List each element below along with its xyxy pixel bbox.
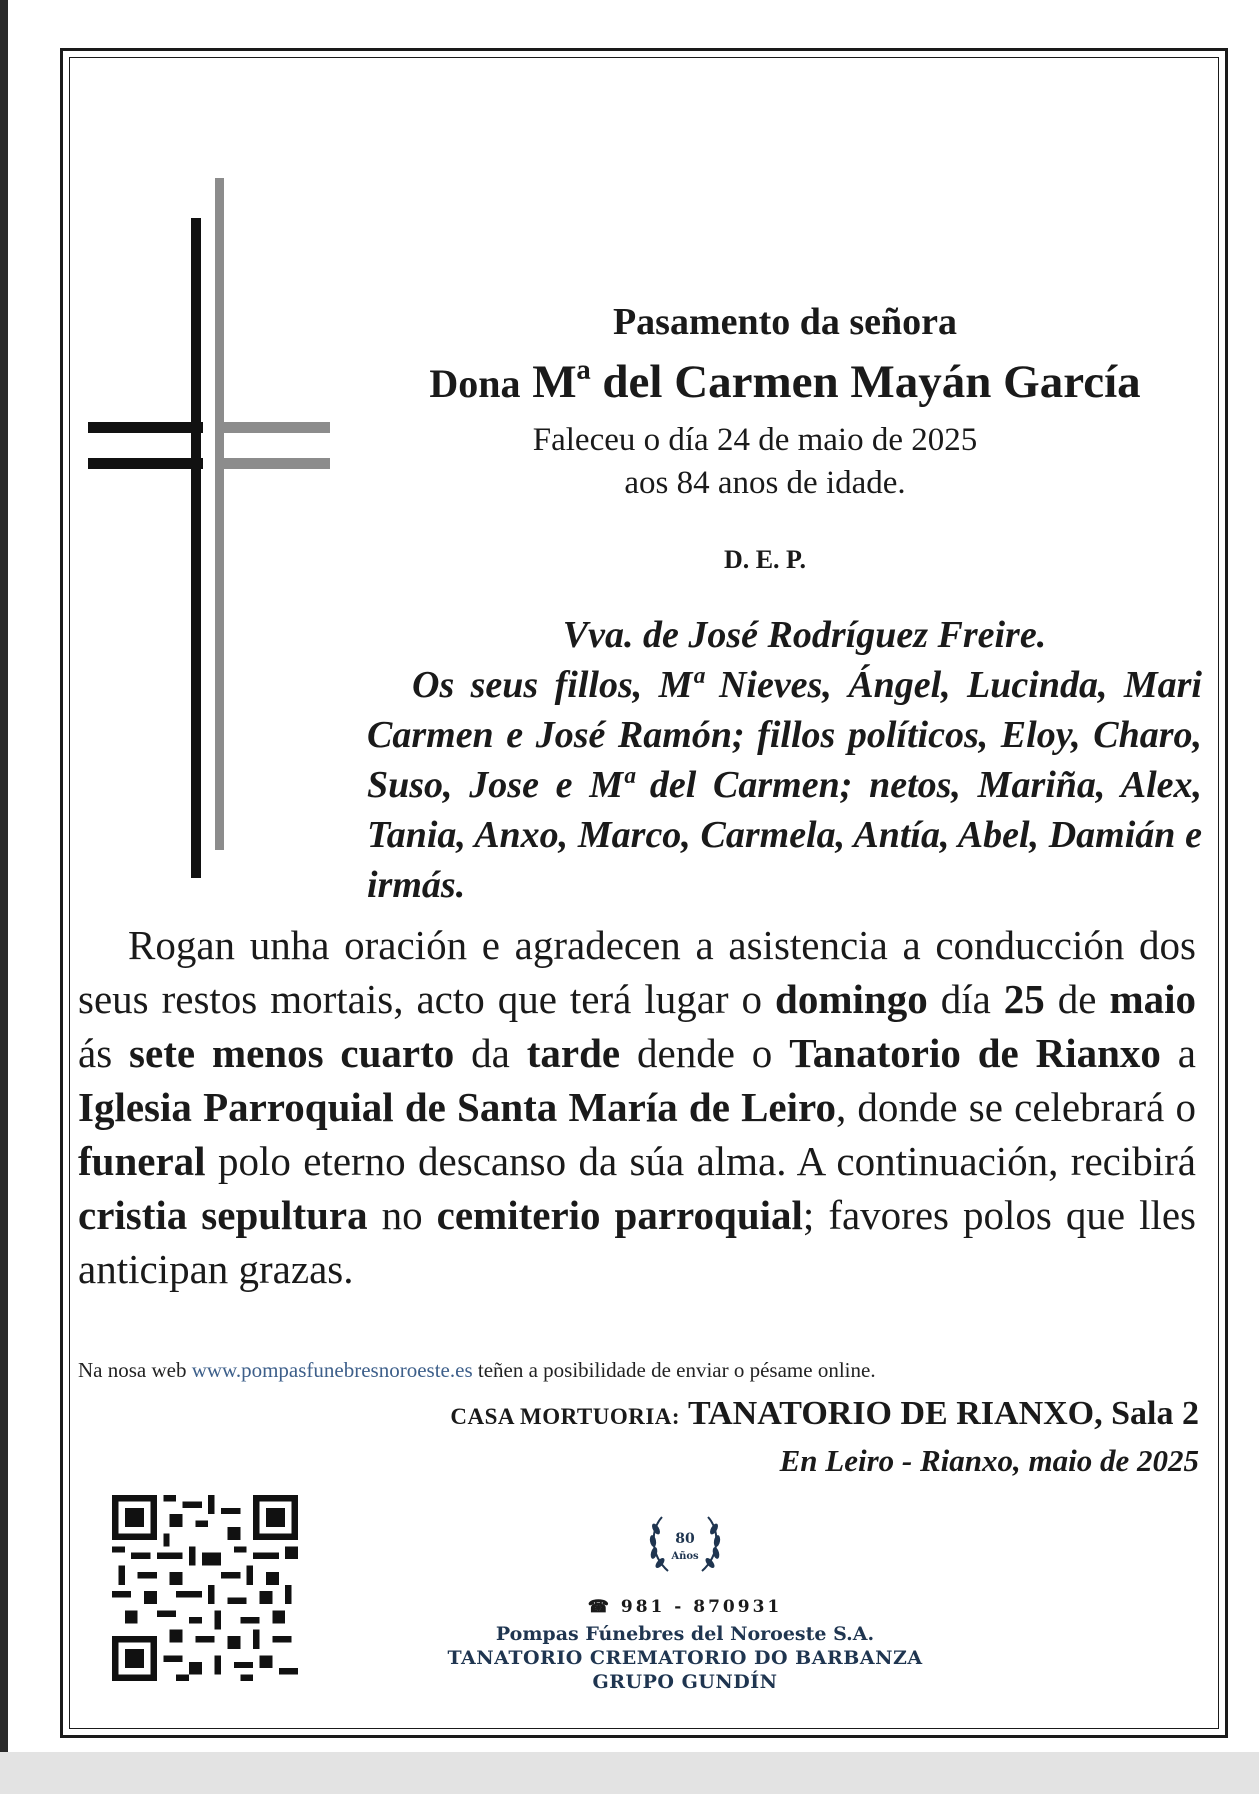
bottom-band: [0, 1752, 1259, 1794]
body-text: polo eterno descanso da súa alma. A continuación, recibirá: [205, 1138, 1196, 1184]
body-text: no: [367, 1192, 437, 1238]
body-text: dende o: [620, 1030, 790, 1076]
body-text: día: [927, 976, 1004, 1022]
qr-code-icon[interactable]: [112, 1495, 298, 1681]
body-bold: cemiterio parroquial: [436, 1192, 803, 1238]
body-text: da: [454, 1030, 527, 1076]
notice-intro: Pasamento da señora: [612, 301, 958, 343]
body-bold: funeral: [78, 1138, 206, 1184]
name-text: Mª del Carmen Mayán García: [532, 356, 1141, 408]
body-text: Rogan unha oración e agradecen a asistencia a conducción dos seus restos mortais, acto que terá lugar o: [78, 922, 1196, 1022]
children-list: Os seus fillos, Mª Nieves, Ángel, Lucinda, Mari Carmen e José Ramón; fillos políticos, Eloy, Charo, Suso, Jose e Mª del Carmen; netos, Mariña, Alex, Tania, Anxo, Marco, Carmela, Antía, Abel, Damián e irmás.: [367, 664, 1202, 906]
company-name: Pompas Fúnebres del Noroeste S.A.: [495, 1623, 875, 1645]
web-note-suffix: teñen a posibilidade de enviar o pésame online.: [477, 1358, 876, 1382]
body-bold: Iglesia Parroquial de Santa María de Leiro: [78, 1084, 836, 1130]
ceremony-text: [78, 918, 1196, 1296]
funeral-home-line: [299, 1395, 1199, 1433]
rip-text: D. E. P.: [723, 545, 807, 574]
body-text: a: [1160, 1030, 1197, 1076]
badge-number: 80: [675, 1531, 695, 1547]
badge-word: Años: [671, 1551, 699, 1562]
funeral-company-footer: [420, 1505, 950, 1693]
body-bold: tarde: [526, 1030, 621, 1076]
body-bold: Tanatorio de Rianxo: [789, 1030, 1161, 1076]
death-date: Faleceu o día 24 de maio de 2025: [532, 422, 978, 458]
crematorium-name: TANATORIO CREMATORIO DO BARBANZA: [447, 1647, 923, 1669]
age: aos 84 anos de idade.: [624, 465, 906, 501]
widow-line: Vva. de José Rodríguez Freire.: [562, 614, 1047, 656]
web-note: [78, 1358, 1228, 1383]
body-bold: 25: [1003, 976, 1045, 1022]
body-text: de: [1044, 976, 1110, 1022]
deceased-name: [350, 355, 1220, 409]
family-list: [367, 610, 1202, 910]
body-bold: sete menos cuarto: [129, 1030, 455, 1076]
body-text: , donde se celebrará o: [835, 1084, 1196, 1130]
phone-line: [420, 1597, 950, 1617]
casa-room: Sala 2: [1111, 1395, 1199, 1432]
website-link[interactable]: www.pompasfunebresnoroeste.es: [191, 1358, 473, 1382]
body-bold: cristia sepultura: [78, 1192, 368, 1238]
name-prefix: Dona: [429, 361, 521, 406]
phone-icon: ☎: [587, 1597, 612, 1617]
phone-number[interactable]: 981 - 870931: [620, 1597, 783, 1617]
group-name: GRUPO GUNDÍN: [592, 1671, 778, 1693]
place-date: En Leiro - Rianxo, maio de 2025: [779, 1443, 1199, 1478]
body-bold: maio: [1109, 976, 1196, 1022]
casa-venue: TANATORIO DE RIANXO,: [687, 1395, 1103, 1432]
body-text: ; favores polos que lles anticipan grazas.: [78, 1192, 1197, 1292]
casa-label: CASA MORTUORIA:: [450, 1404, 681, 1429]
left-edge-shadow: [0, 0, 8, 1794]
anniversary-laurel-icon: [640, 1505, 730, 1585]
body-text: ás: [78, 1030, 130, 1076]
body-bold: domingo: [775, 976, 928, 1022]
web-note-prefix: Na nosa web: [78, 1358, 187, 1382]
